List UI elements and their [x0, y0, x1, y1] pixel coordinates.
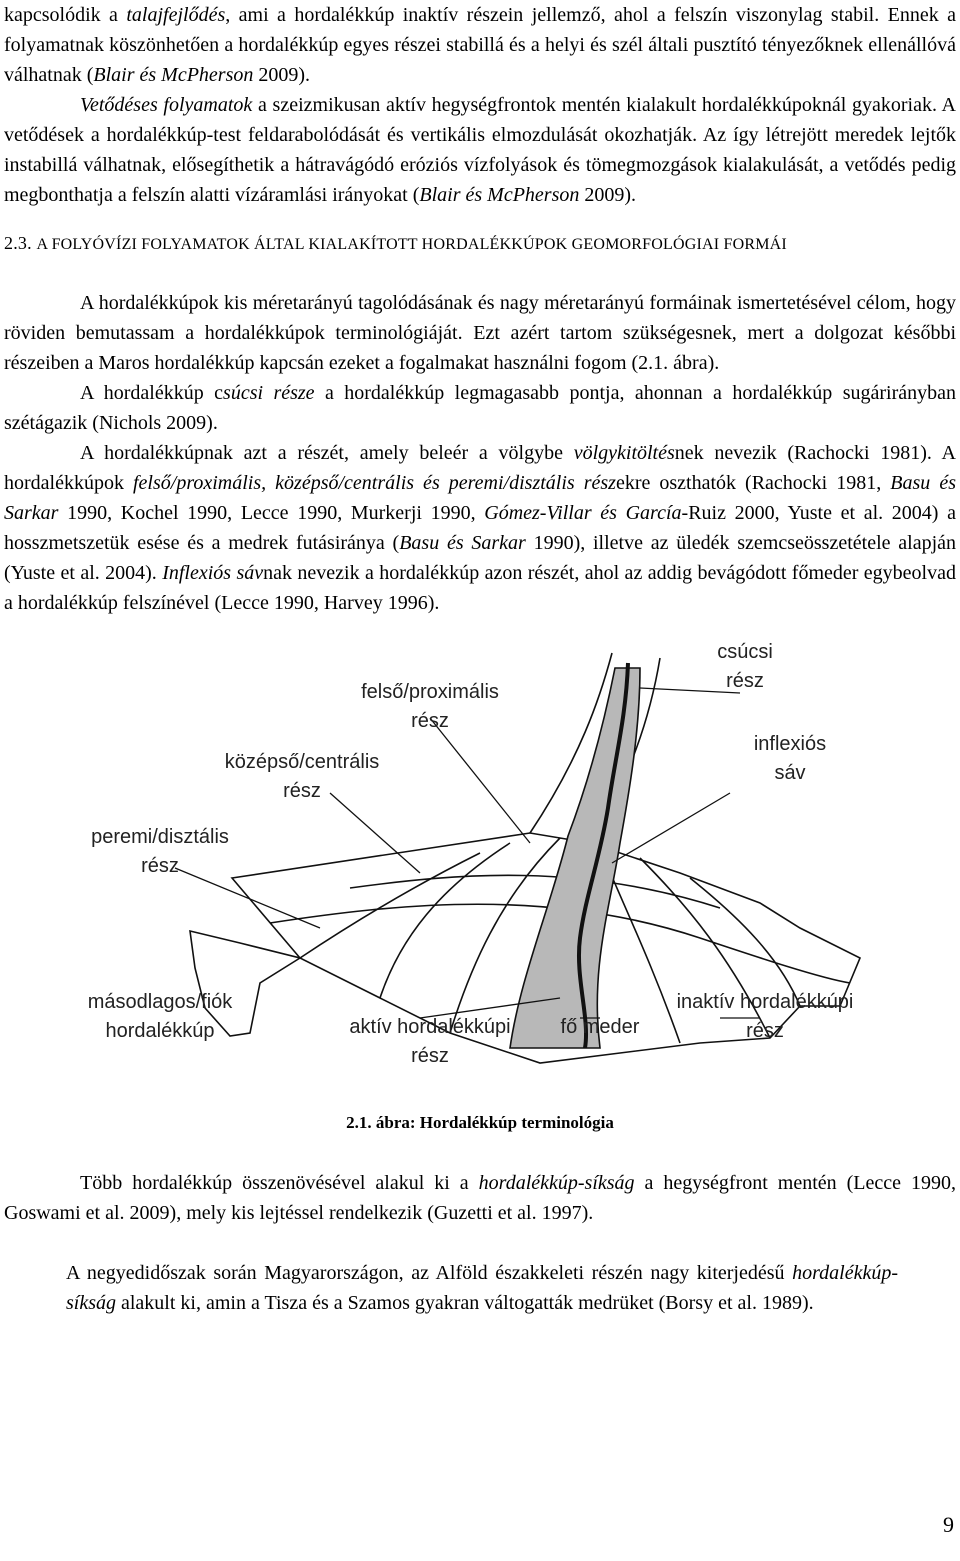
alluvial-fan-figure — [0, 638, 960, 1108]
paragraph-csucsi: A hordalékkúp csúcsi része a hordalékkúp legmagasabb pontja, ahonnan a hordalékkúp sugárirányban szétágazik (Nichols 2009). — [4, 382, 957, 434]
paragraph-negyedidoszak: A negyedidőszak során Magyarországon, az Alföld északkeleti részén nagy kiterjedésű hordalékkúp-síkság alakult ki, amin a Tisza és a Szamos gyakran váltogatták medrüket (Borsy et al. 1989). — [66, 1262, 898, 1314]
paragraph-volgykitoltes: A hordalékkúpnak azt a részét, amely beleér a völgybe völgykitöltésnek nevezik (Rachocki 1981). A hordalékkúpok felső/proximális, középső/centrális és peremi/disztális részekre oszthatók (Rachocki 1981, Basu és Sarkar 1990, Kochel 1990, Lecce 1990, Murkerji 1990, Gómez-Villar és García-Ruiz 2000, Yuste et al. 2004) a hosszmetszetük esése és a medrek futásiránya (Basu és Sarkar 1990), illetve az üledék szemcseösszetétele alapján (Yuste et al. 2004). Inflexiós sávnak nevezik a hordalékkúp azon részét, ahol az addig bevágódott főmeder egybeolvad a hordalékkúp felszínével (Lecce 1990, Harvey 1996). — [4, 442, 957, 614]
label-inaktiv: inaktív hordalékkúpi rész — [676, 991, 854, 1042]
paragraph-intro: A hordalékkúpok kis méretarányú tagolódásának és nagy méretarányú formáinak ismertetésével célom, hogy röviden bemutassam a hordalékkúpok terminológiáját. Ezt azért tartom szükségesnek, mert a dolgozat későbbi részeiben a Maros hordalékkúp kapcsán ezeket a fogalmakat használni fogom (2.1. ábra). — [4, 292, 956, 374]
pointer-line — [430, 718, 530, 843]
label-inflexios: inflexiós sáv — [753, 733, 827, 784]
figure-caption: 2.1. ábra: Hordalékkúp terminológia — [346, 1113, 614, 1132]
radial-line — [380, 843, 510, 998]
section-heading: 2.3. A FOLYÓVÍZI FOLYAMATOK ÁLTAL KIALAKÍTOTT HORDALÉKKÚPOK GEOMORFOLÓGIAI FORMÁI — [4, 233, 787, 253]
document-page — [4, 0, 956, 1318]
zone-line — [350, 875, 720, 908]
label-kozepso: középső/centrális rész — [224, 751, 380, 802]
page-number: 9 — [943, 1512, 954, 1537]
label-fomeder: fő meder — [560, 1016, 640, 1038]
label-felso: felső/proximális rész — [361, 681, 499, 732]
label-peremi: peremi/disztális rész — [91, 826, 229, 877]
paragraph-talajfejlodes: kapcsolódik a talajfejlődés, ami a hordalékkúp inaktív részein jellemző, ahol a felszín viszonylag stabil. Ennek a folyamatnak köszönhetően a hordalékkúp egyes részei stabillá és a helyi és szél általi pusztító tényezőknek ellenállóvá válhatnak (Blair és McPherson 2009). — [4, 4, 957, 86]
radial-line — [300, 853, 480, 958]
paragraph-hordalekkup-siksag: Több hordalékkúp összenövésével alakul ki a hordalékkúp-síkság a hegységfront mentén (Lecce 1990, Goswami et al. 2009), mely kis lejtéssel rendelkezik (Guzetti et al. 1997). — [4, 1172, 957, 1224]
label-masodlagos: másodlagos/fiók hordalékkúp — [87, 991, 233, 1042]
label-csucsi: csúcsi rész — [717, 641, 773, 692]
label-aktiv: aktív hordalékkúpi rész — [349, 1016, 511, 1067]
pointer-line — [612, 793, 730, 863]
paragraph-vetodeses: Vetődéses folyamatok a szeizmikusan aktív hegységfrontok mentén kialakult hordalékkúpoknál gyakoriak. A vetődések a hordalékkúp-test feldarabolódását és vertikális elmozdulását okozhatják. Az így létrejött meredek lejtők instabillá válhatnak, elősegíthetik a hátravágódó eróziós vízfolyások és tömegmozgások kialakulását, a vetődés pedig megbonthatja a felszín alatti vízáramlási irányokat (Blair és McPherson 2009). — [4, 94, 957, 206]
